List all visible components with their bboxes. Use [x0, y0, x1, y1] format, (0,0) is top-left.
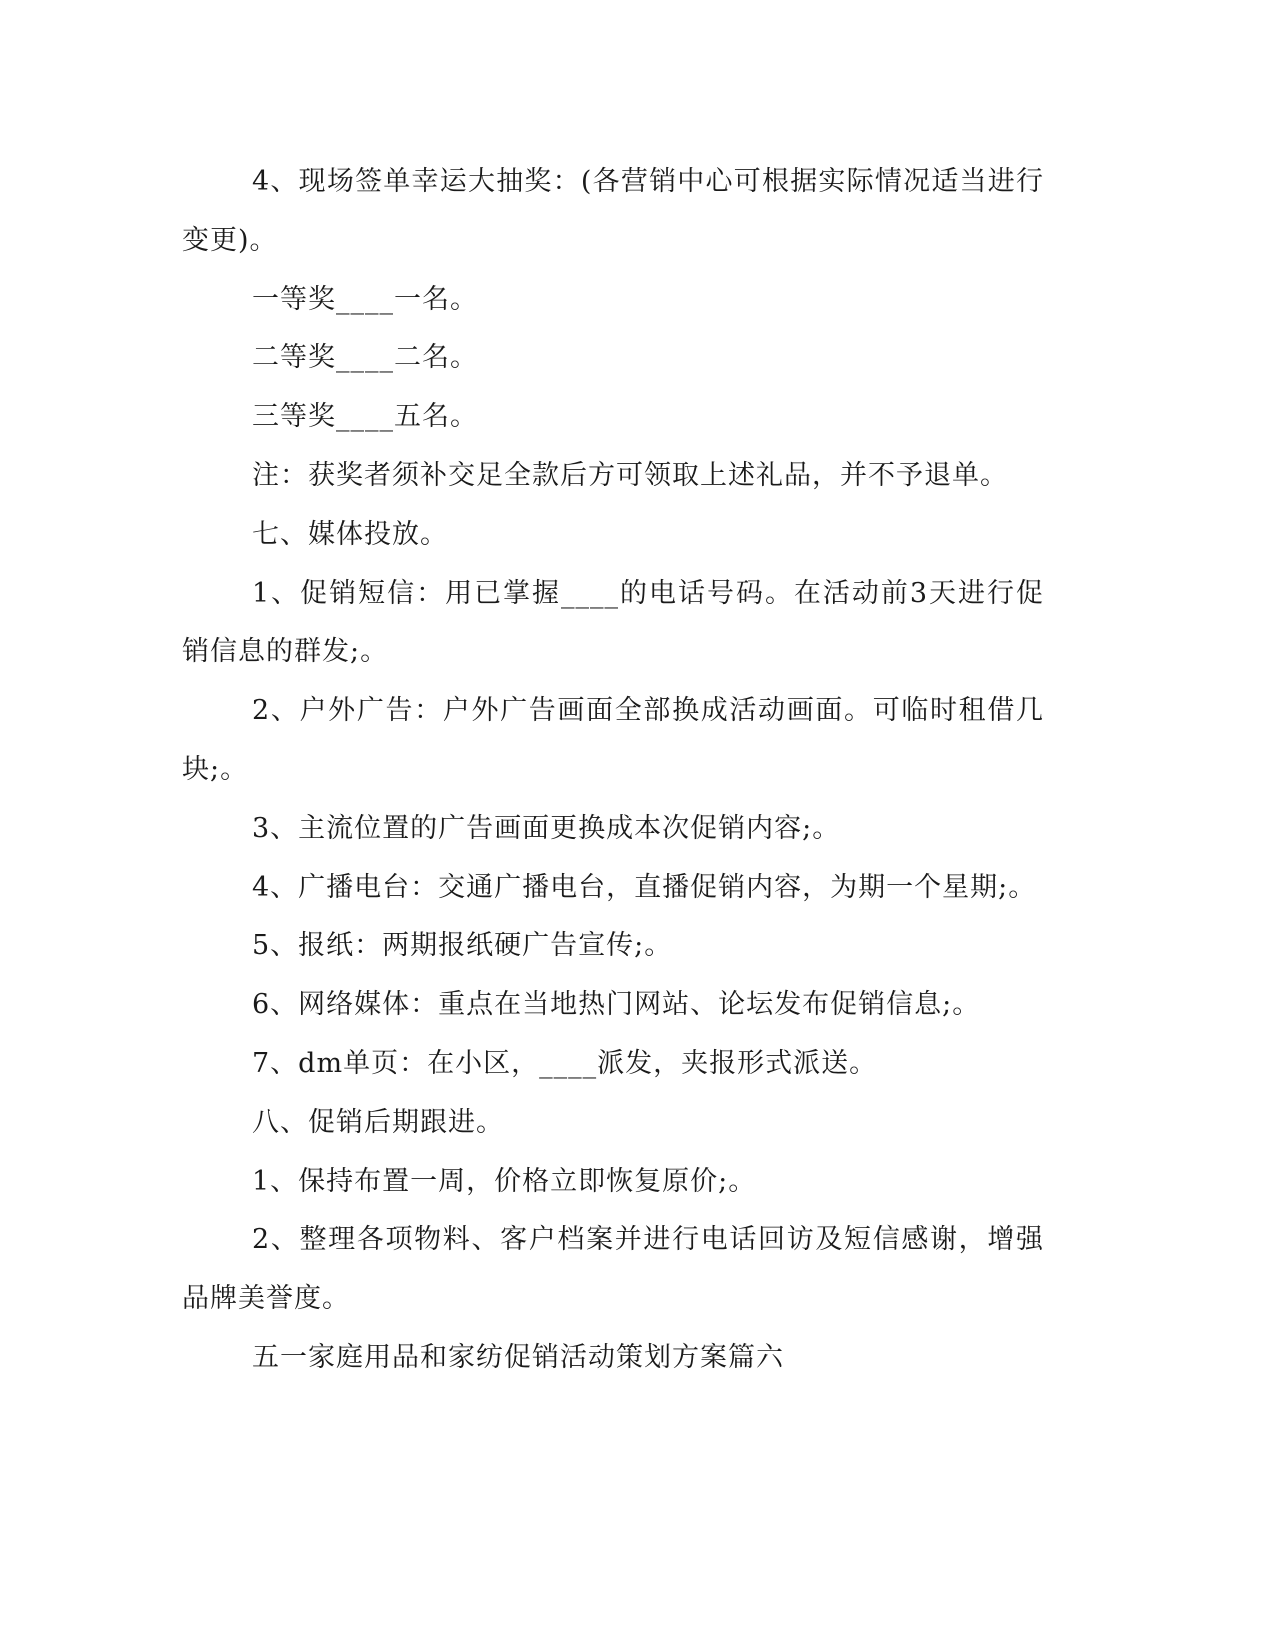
paragraph-lottery: 4、现场签单幸运大抽奖：(各营销中心可根据实际情况适当进行变更)。 [182, 166, 1044, 256]
paragraph-dm-flyer: 7、dm单页：在小区，____派发，夹报形式派送。 [252, 1047, 878, 1079]
paragraph-online-media: 6、网络媒体：重点在当地热门网站、论坛发布促销信息;。 [252, 989, 981, 1021]
paragraph-radio: 4、广播电台：交通广播电台，直播促销内容，为期一个星期;。 [252, 871, 1037, 903]
paragraph-outdoor-ads: 2、户外广告：户外广告画面全部换成活动画面。可临时租借几块;。 [182, 695, 1044, 785]
paragraph-note: 注：获奖者须补交足全款后方可领取上述礼品，并不予退单。 [252, 459, 1008, 491]
paragraph-third-prize: 三等奖____五名。 [252, 401, 478, 433]
section-heading-followup: 八、促销后期跟进。 [252, 1106, 504, 1138]
paragraph-main-position-ads: 3、主流位置的广告画面更换成本次促销内容;。 [252, 812, 841, 844]
paragraph-second-prize: 二等奖____二名。 [252, 342, 478, 374]
paragraph-archive-followup: 2、整理各项物料、客户档案并进行电话回访及短信感谢，增强品牌美誉度。 [182, 1224, 1044, 1315]
document-body [182, 153, 1044, 1388]
paragraph-first-prize: 一等奖____一名。 [252, 283, 478, 315]
paragraph-keep-layout: 1、保持布置一周，价格立即恢复原价;。 [252, 1165, 757, 1197]
paragraph-sms: 1、促销短信：用已掌握____的电话号码。在活动前3天进行促销信息的群发;。 [182, 577, 1044, 668]
section-title-part-six: 五一家庭用品和家纺促销活动策划方案篇六 [252, 1341, 784, 1373]
section-heading-media: 七、媒体投放。 [252, 518, 448, 550]
paragraph-newspaper: 5、报纸：两期报纸硬广告宣传;。 [252, 930, 673, 962]
